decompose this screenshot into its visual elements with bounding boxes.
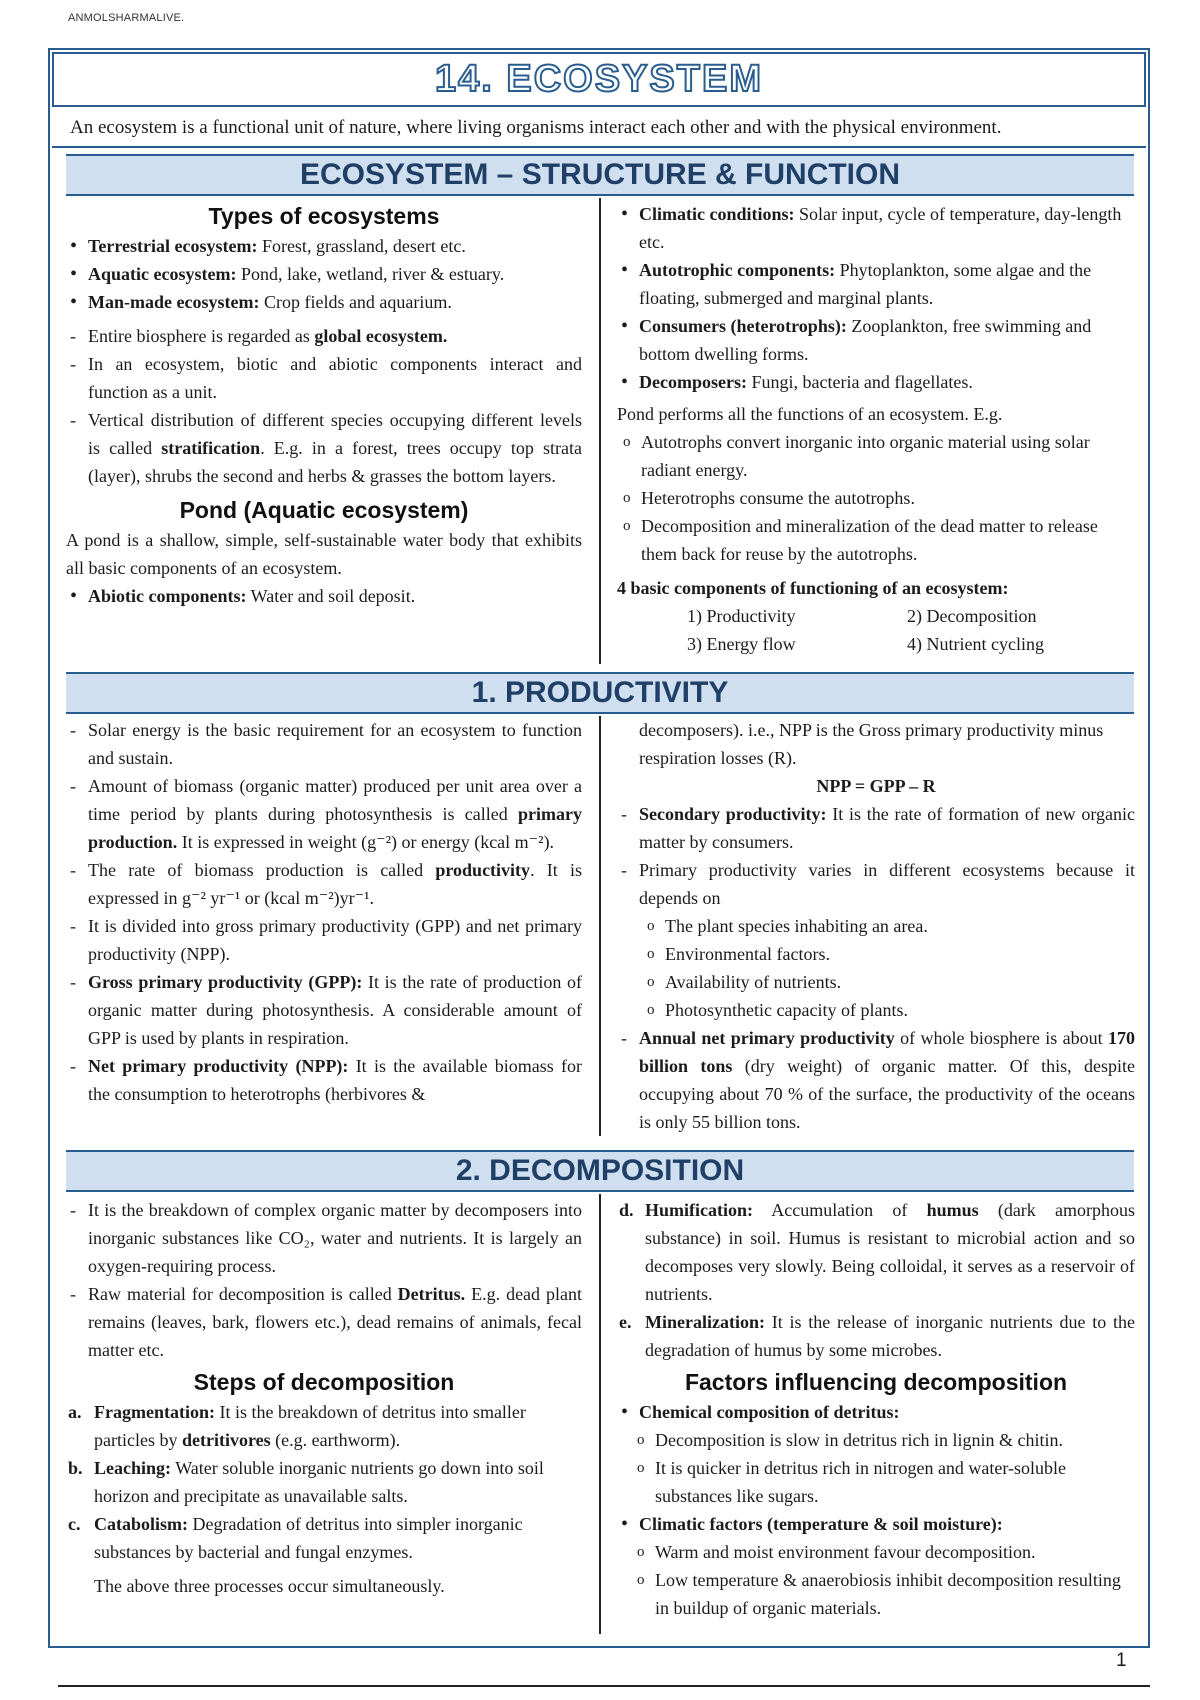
simultaneous-note: The above three processes occur simultaneously. — [94, 1576, 445, 1596]
page-number: 1 — [1116, 1650, 1127, 1671]
list-item: • Terrestrial ecosystem: Forest, grassland, desert etc. — [66, 232, 582, 260]
basic-component: 1) Productivity — [687, 606, 796, 626]
steps-list-cont — [617, 1196, 1135, 1364]
basic-components-grid — [687, 602, 1135, 658]
list-item: o Decomposition is slow in detritus rich in lignin & chitin. — [631, 1426, 1135, 1454]
npp-continued: decomposers). i.e., NPP is the Gross primary productivity minus respiration losses (R). — [639, 720, 1104, 768]
list-item: - The rate of biomass production is called productivity. It is expressed in g⁻² yr⁻¹ or (kcal m⁻²)yr⁻¹. — [66, 856, 582, 912]
section-heading-decomposition: 2. DECOMPOSITION — [66, 1150, 1134, 1192]
factors-list — [617, 1398, 1135, 1426]
list-item: o Autotrophs convert inorganic into organic material using solar radiant energy. — [617, 428, 1135, 484]
annual-productivity-note — [617, 1024, 1135, 1136]
list-item: - Solar energy is the basic requirement for an ecosystem to function and sustain. — [66, 716, 582, 772]
intro-text: An ecosystem is a functional unit of nature, where living organisms interact each other and with the physical environment. — [52, 110, 1146, 148]
productivity-notes-cont — [617, 800, 1135, 912]
list-item: • Chemical composition of detritus: — [617, 1398, 1135, 1426]
list-item: - Entire biosphere is regarded as global ecosystem. — [66, 322, 582, 350]
column-divider — [599, 716, 601, 1136]
types-heading: Types of ecosystems — [208, 203, 440, 229]
list-item: • Decomposers: Fungi, bacteria and flagellates. — [617, 368, 1135, 396]
list-item: - In an ecosystem, biotic and abiotic components interact and function as a unit. — [66, 350, 582, 406]
list-item: - Annual net primary productivity of whole biosphere is about 170 billion tons (dry weight) of organic matter. Of this, despite occupying about 70 % of the surface, the productivity of the oceans is only 55 billion tons. — [617, 1024, 1135, 1136]
steps-list — [66, 1398, 582, 1566]
structure-notes — [66, 322, 582, 490]
list-item: c. Catabolism: Degradation of detritus into simpler inorganic substances by bacterial and fungal enzymes. — [68, 1514, 523, 1562]
factors-heading: Factors influencing decomposition — [684, 1369, 1068, 1395]
productivity-notes — [66, 716, 582, 1108]
decomposition-left-column — [66, 1196, 582, 1600]
page-title: 14. ECOSYSTEM — [435, 58, 763, 100]
npp-formula: NPP = GPP – R — [816, 776, 936, 796]
pond-functions-intro: Pond performs all the functions of an ecosystem. E.g. — [617, 404, 1003, 424]
productivity-factors-list — [641, 912, 1135, 1024]
list-item: o Environmental factors. — [641, 940, 1135, 968]
title-box — [52, 52, 1146, 107]
list-item: • Consumers (heterotrophs): Zooplankton, free swimming and bottom dwelling forms. — [617, 312, 1135, 368]
list-item: • Climatic factors (temperature & soil moisture): — [617, 1510, 1135, 1538]
column-divider — [599, 1194, 601, 1634]
list-item: e. Mineralization: It is the release of inorganic nutrients due to the degradation of humus by some microbes. — [619, 1312, 1135, 1360]
list-item: - Gross primary productivity (GPP): It is the rate of production of organic matter during photosynthesis. A considerable amount of GPP is used by plants in respiration. — [66, 968, 582, 1052]
structure-left-column — [66, 200, 582, 610]
section-heading-productivity: 1. PRODUCTIVITY — [66, 672, 1134, 714]
pond-functions-list — [617, 428, 1135, 568]
list-item: o Heterotrophs consume the autotrophs. — [617, 484, 1135, 512]
list-item: o Decomposition and mineralization of the dead matter to release them back for reuse by the autotrophs. — [617, 512, 1135, 568]
types-list — [66, 232, 582, 316]
list-item: - Raw material for decomposition is called Detritus. E.g. dead plant remains (leaves, bark, flowers etc.), dead remains of animals, fecal matter etc. — [66, 1280, 582, 1364]
pond-components-list — [66, 582, 582, 610]
list-item: o Low temperature & anaerobiosis inhibit decomposition resulting in buildup of organic materials. — [631, 1566, 1135, 1622]
footer-divider — [58, 1685, 1150, 1687]
list-item: • Aquatic ecosystem: Pond, lake, wetland, river & estuary. — [66, 260, 582, 288]
watermark: ANMOLSHARMALIVE. — [68, 12, 185, 24]
basic-components-heading: 4 basic components of functioning of an ecosystem: — [617, 578, 1009, 598]
list-item: - It is the breakdown of complex organic matter by decomposers into inorganic substances like CO₂, water and nutrients. It is largely an oxygen-requiring process. — [66, 1196, 582, 1280]
basic-component: 2) Decomposition — [907, 606, 1037, 626]
list-item: o Photosynthetic capacity of plants. — [641, 996, 1135, 1024]
list-item: - It is divided into gross primary productivity (GPP) and net primary productivity (NPP). — [66, 912, 582, 968]
pond-components-list-cont — [617, 200, 1135, 396]
pond-description: A pond is a shallow, simple, self-sustainable water body that exhibits all basic components of an ecosystem. — [66, 530, 582, 578]
column-divider — [599, 198, 601, 664]
list-item: d. Humification: Accumulation of humus (dark amorphous substance) in soil. Humus is resistant to microbial action and so decomposes very slowly. Being colloidal, it serves as a reservoir of nutrients. — [619, 1200, 1135, 1304]
list-item: • Man-made ecosystem: Crop fields and aquarium. — [66, 288, 582, 316]
list-item: • Abiotic components: Water and soil deposit. — [66, 582, 582, 610]
list-item: - Vertical distribution of different species occupying different levels is called stratification. E.g. in a forest, trees occupy top strata (layer), shrubs the second and herbs & grasses the bottom layers. — [66, 406, 582, 490]
chemical-factors-list — [631, 1426, 1135, 1510]
list-item: - Net primary productivity (NPP): It is the available biomass for the consumption to heterotrophs (herbivores & — [66, 1052, 582, 1108]
climatic-factors-list — [631, 1538, 1135, 1622]
list-item: - Primary productivity varies in different ecosystems because it depends on — [617, 856, 1135, 912]
basic-component: 4) Nutrient cycling — [907, 634, 1044, 654]
list-item: - Amount of biomass (organic matter) produced per unit area over a time period by plants during photosynthesis is called primary production. It is expressed in weight (g⁻²) or energy (kcal m⁻²). — [66, 772, 582, 856]
list-item: o It is quicker in detritus rich in nitrogen and water-soluble substances like sugars. — [631, 1454, 1135, 1510]
structure-right-column — [617, 200, 1135, 658]
pond-heading: Pond (Aquatic ecosystem) — [179, 497, 469, 523]
productivity-left-column — [66, 716, 582, 1108]
list-item: • Autotrophic components: Phytoplankton, some algae and the floating, submerged and marginal plants. — [617, 256, 1135, 312]
list-item: - Secondary productivity: It is the rate of formation of new organic matter by consumers. — [617, 800, 1135, 856]
list-item: b. Leaching: Water soluble inorganic nutrients go down into soil horizon and precipitate as unavailable salts. — [68, 1458, 544, 1506]
list-item: a. Fragmentation: It is the breakdown of detritus into smaller particles by detritivores (e.g. earthworm). — [68, 1402, 526, 1450]
decomposition-right-column — [617, 1196, 1135, 1622]
decomposition-notes — [66, 1196, 582, 1364]
list-item: • Climatic conditions: Solar input, cycle of temperature, day-length etc. — [617, 200, 1135, 256]
steps-heading: Steps of decomposition — [193, 1369, 455, 1395]
basic-component: 3) Energy flow — [687, 634, 796, 654]
list-item: o The plant species inhabiting an area. — [641, 912, 1135, 940]
section-heading-structure: ECOSYSTEM – STRUCTURE & FUNCTION — [66, 154, 1134, 196]
factors-list-cont — [617, 1510, 1135, 1538]
list-item: o Availability of nutrients. — [641, 968, 1135, 996]
productivity-right-column — [617, 716, 1135, 1136]
list-item: o Warm and moist environment favour decomposition. — [631, 1538, 1135, 1566]
